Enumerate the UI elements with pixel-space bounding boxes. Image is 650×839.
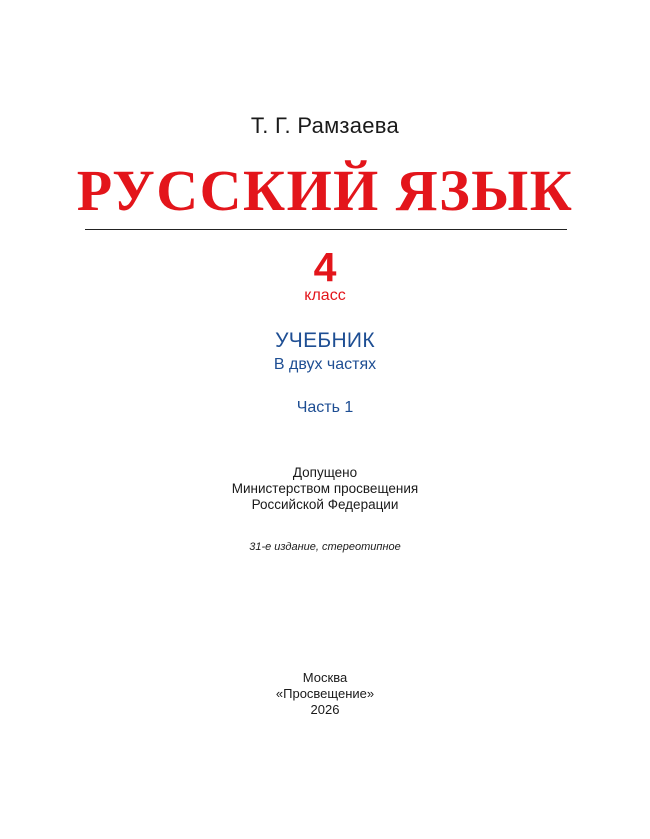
approval-line: Допущено <box>292 465 358 480</box>
approval-line: Министерством просвещения <box>231 481 419 496</box>
publisher-imprint <box>0 670 650 718</box>
book-parts-note: В двух частях <box>273 356 377 373</box>
title-divider <box>85 229 567 230</box>
approval-notice <box>0 465 650 513</box>
imprint-year: 2026 <box>310 702 340 717</box>
grade-label: класс <box>304 287 346 304</box>
edition-note: 31-е издание, стереотипное <box>249 541 401 553</box>
grade-number: 4 <box>313 244 337 290</box>
book-title: РУССКИЙ ЯЗЫК <box>76 158 574 223</box>
author-name: Т. Г. Рамзаева <box>250 113 400 138</box>
imprint-city: Москва <box>302 670 348 685</box>
imprint-publisher: «Просвещение» <box>275 686 375 701</box>
book-type: УЧЕБНИК <box>275 329 375 352</box>
approval-line: Российской Федерации <box>251 497 399 512</box>
part-label: Часть 1 <box>296 399 354 416</box>
